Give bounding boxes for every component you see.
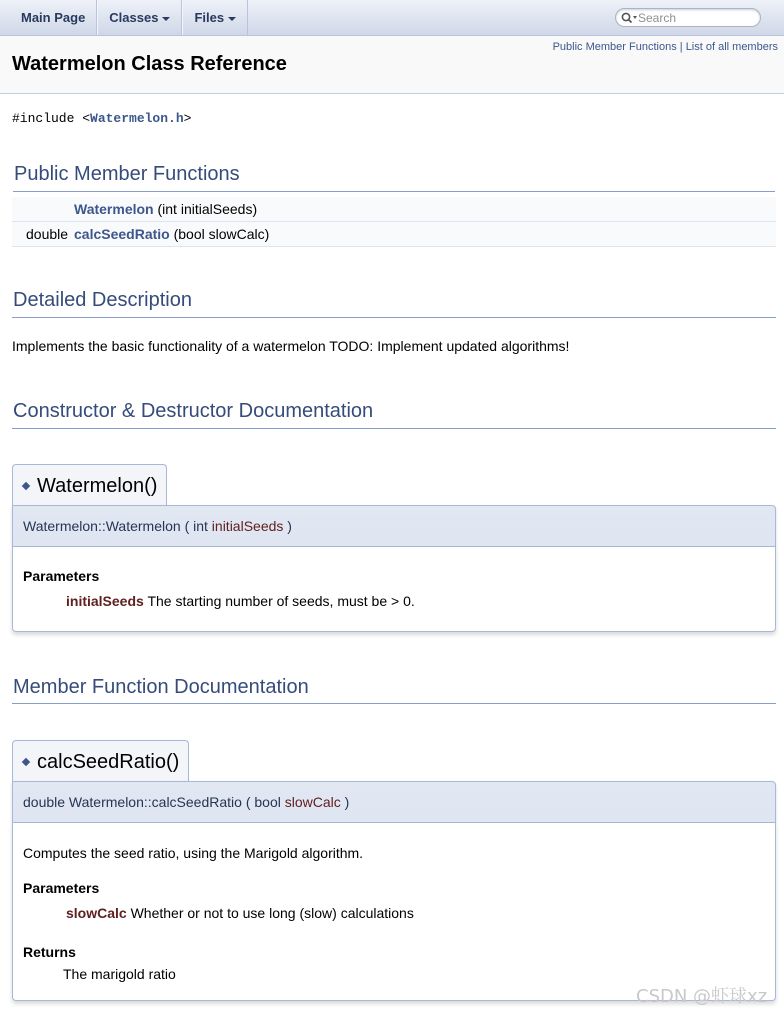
include-file-link[interactable]: Watermelon.h xyxy=(90,111,184,126)
description-text: Implements the basic functionality of a watermelon TODO: Implement updated algorithms! xyxy=(12,338,570,354)
search-icon[interactable] xyxy=(620,11,638,25)
diamond-icon xyxy=(22,757,30,765)
member-title-watermelon xyxy=(12,464,167,506)
param-entry xyxy=(66,593,415,609)
member-type-cell xyxy=(12,197,74,222)
proto-suffix: ) xyxy=(283,518,292,534)
include-line xyxy=(12,111,191,126)
member-link-watermelon[interactable]: Watermelon xyxy=(74,201,154,217)
member-args: (int initialSeeds) xyxy=(157,201,258,217)
summary-links xyxy=(553,41,778,53)
search-input[interactable] xyxy=(638,10,756,25)
returns-text: The marigold ratio xyxy=(63,966,176,982)
section-heading-constructor: Constructor & Destructor Documentation xyxy=(12,400,776,429)
page-header xyxy=(0,36,784,94)
tab-main-page[interactable] xyxy=(10,0,97,35)
member-title-text: calcSeedRatio() xyxy=(37,751,180,773)
member-signature-cell xyxy=(74,222,776,247)
param-name: initialSeeds xyxy=(66,593,144,609)
tab-classes[interactable] xyxy=(97,0,182,35)
section-heading-detailed-description: Detailed Description xyxy=(12,289,776,318)
tab-label: Main Page xyxy=(21,10,86,25)
tab-label: Files xyxy=(194,10,225,25)
chevron-down-icon xyxy=(162,17,170,21)
param-desc: The starting number of seeds, must be > 0. xyxy=(143,593,415,609)
table-row xyxy=(12,197,776,222)
include-suffix: > xyxy=(183,111,192,126)
member-doc xyxy=(12,547,776,632)
tab-files[interactable] xyxy=(182,0,248,35)
member-title-text: Watermelon() xyxy=(37,475,158,497)
summary-separator: | xyxy=(679,41,683,53)
proto-param: initialSeeds xyxy=(211,518,284,534)
member-functions-table xyxy=(12,197,776,247)
member-link-calcseedratio[interactable]: calcSeedRatio xyxy=(74,226,170,242)
section-heading-public-member-functions: Public Member Functions xyxy=(13,163,775,192)
proto-prefix: Watermelon::Watermelon ( int xyxy=(23,518,212,534)
watermark: CSDN @虾球xz xyxy=(636,986,768,1007)
diamond-icon xyxy=(22,481,30,489)
member-title-calcseedratio xyxy=(12,740,189,782)
member-args: (bool slowCalc) xyxy=(173,226,270,242)
tab-label: Classes xyxy=(109,10,159,25)
proto-prefix: double Watermelon::calcSeedRatio ( bool xyxy=(23,794,285,810)
chevron-down-icon xyxy=(228,17,236,21)
member-prototype xyxy=(12,505,776,547)
proto-param: slowCalc xyxy=(284,794,341,810)
param-entry xyxy=(66,905,414,921)
member-prototype xyxy=(12,781,776,823)
table-row xyxy=(12,222,776,247)
search-box xyxy=(615,8,761,27)
top-navbar xyxy=(0,0,784,36)
returns-label: Returns xyxy=(23,944,76,960)
param-desc: Whether or not to use long (slow) calculations xyxy=(126,905,414,921)
member-signature-cell xyxy=(74,197,776,222)
link-public-member-functions[interactable]: Public Member Functions xyxy=(552,41,677,53)
nav-tabs xyxy=(10,0,248,35)
include-prefix: #include < xyxy=(12,111,91,126)
member-brief: Computes the seed ratio, using the Marigold algorithm. xyxy=(23,845,364,861)
link-list-of-all-members[interactable]: List of all members xyxy=(685,41,778,53)
page-title: Watermelon Class Reference xyxy=(12,53,287,75)
proto-suffix: ) xyxy=(340,794,350,810)
member-type-cell xyxy=(12,222,74,247)
params-label: Parameters xyxy=(23,880,100,896)
member-doc xyxy=(12,823,776,1001)
param-name: slowCalc xyxy=(66,905,127,921)
params-label: Parameters xyxy=(23,568,100,584)
member-type: double xyxy=(26,226,69,242)
section-heading-member-functions: Member Function Documentation xyxy=(12,676,776,704)
